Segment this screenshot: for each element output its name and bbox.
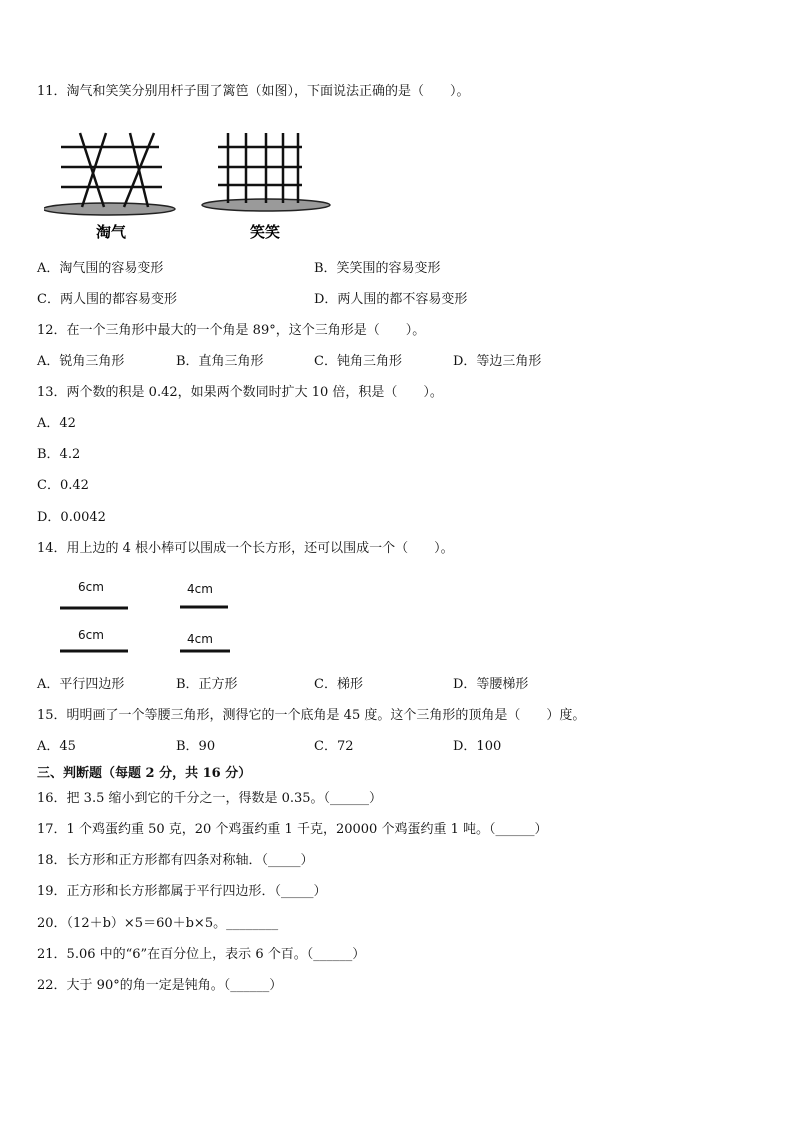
q13-option-b: B．4.2 bbox=[37, 447, 81, 462]
q12-option-a: A．锐角三角形 bbox=[37, 354, 125, 369]
judgement-20: 20．（12＋b）×5＝60＋b×5。________ bbox=[37, 916, 279, 931]
q12-option-b: B．直角三角形 bbox=[176, 354, 264, 369]
q12-option-c: C．钝角三角形 bbox=[314, 354, 402, 369]
q15-stem: 15．明明画了一个等腰三角形，测得它的一个底角是 45 度。这个三角形的顶角是（ ）度。 bbox=[37, 708, 586, 723]
q15-option-d: D．100 bbox=[453, 739, 502, 754]
stick-label-2: 4cm bbox=[187, 582, 213, 596]
judgement-19: 19．正方形和长方形都属于平行四边形．（_____） bbox=[37, 884, 327, 899]
q14-option-d: D．等腰梯形 bbox=[453, 677, 529, 692]
q15-option-a: A．45 bbox=[37, 739, 76, 754]
judgement-16: 16．把 3.5 缩小到它的千分之一，得数是 0.35。（______） bbox=[37, 791, 383, 806]
q14-option-b: B．正方形 bbox=[176, 677, 238, 692]
fence-taoqi-caption: 淘气 bbox=[96, 223, 127, 241]
q11-option-b: B．笑笑围的容易变形 bbox=[314, 261, 441, 276]
judgement-22: 22．大于 90°的角一定是钝角。（______） bbox=[37, 978, 283, 993]
section-heading-judgement: 三、判断题（每题 2 分，共 16 分） bbox=[37, 766, 252, 781]
q12-option-d: D．等边三角形 bbox=[453, 354, 542, 369]
q15-option-b: B．90 bbox=[176, 739, 216, 754]
q13-option-c: C．0.42 bbox=[37, 478, 89, 493]
stick-label-1: 6cm bbox=[78, 580, 104, 594]
q11-option-c: C．两人围的都容易变形 bbox=[37, 292, 177, 307]
q14-option-c: C．梯形 bbox=[314, 677, 363, 692]
fence-taoqi-figure bbox=[44, 125, 180, 245]
fence-xiaoxiao-caption: 笑笑 bbox=[250, 223, 281, 241]
q11-option-a: A．淘气围的容易变形 bbox=[37, 261, 164, 276]
judgement-17: 17．1 个鸡蛋约重 50 克，20 个鸡蛋约重 1 千克，20000 个鸡蛋约重 1 吨。（______） bbox=[37, 822, 548, 837]
q13-stem: 13．两个数的积是 0.42，如果两个数同时扩大 10 倍，积是（ ）。 bbox=[37, 385, 443, 400]
q11-option-d: D．两人围的都不容易变形 bbox=[314, 292, 468, 307]
q14-stem: 14．用上边的 4 根小棒可以围成一个长方形，还可以围成一个（ ）。 bbox=[37, 541, 454, 556]
q13-option-d: D．0.0042 bbox=[37, 510, 106, 525]
q12-stem: 12．在一个三角形中最大的一个角是 89°，这个三角形是（ ）。 bbox=[37, 323, 426, 338]
fence-xiaoxiao-figure bbox=[198, 125, 334, 245]
judgement-21: 21．5.06 中的“6”在百分位上，表示 6 个百。（______） bbox=[37, 947, 366, 962]
sticks-figure bbox=[56, 572, 246, 664]
q13-option-a: A．42 bbox=[37, 416, 76, 431]
q11-stem: 11．淘气和笑笑分别用杆子围了篱笆（如图），下面说法正确的是（ ）。 bbox=[37, 84, 470, 99]
q14-option-a: A．平行四边形 bbox=[37, 677, 125, 692]
stick-label-3: 6cm bbox=[78, 628, 104, 642]
q15-option-c: C．72 bbox=[314, 739, 354, 754]
stick-label-4: 4cm bbox=[187, 632, 213, 646]
judgement-18: 18．长方形和正方形都有四条对称轴．（_____） bbox=[37, 853, 314, 868]
